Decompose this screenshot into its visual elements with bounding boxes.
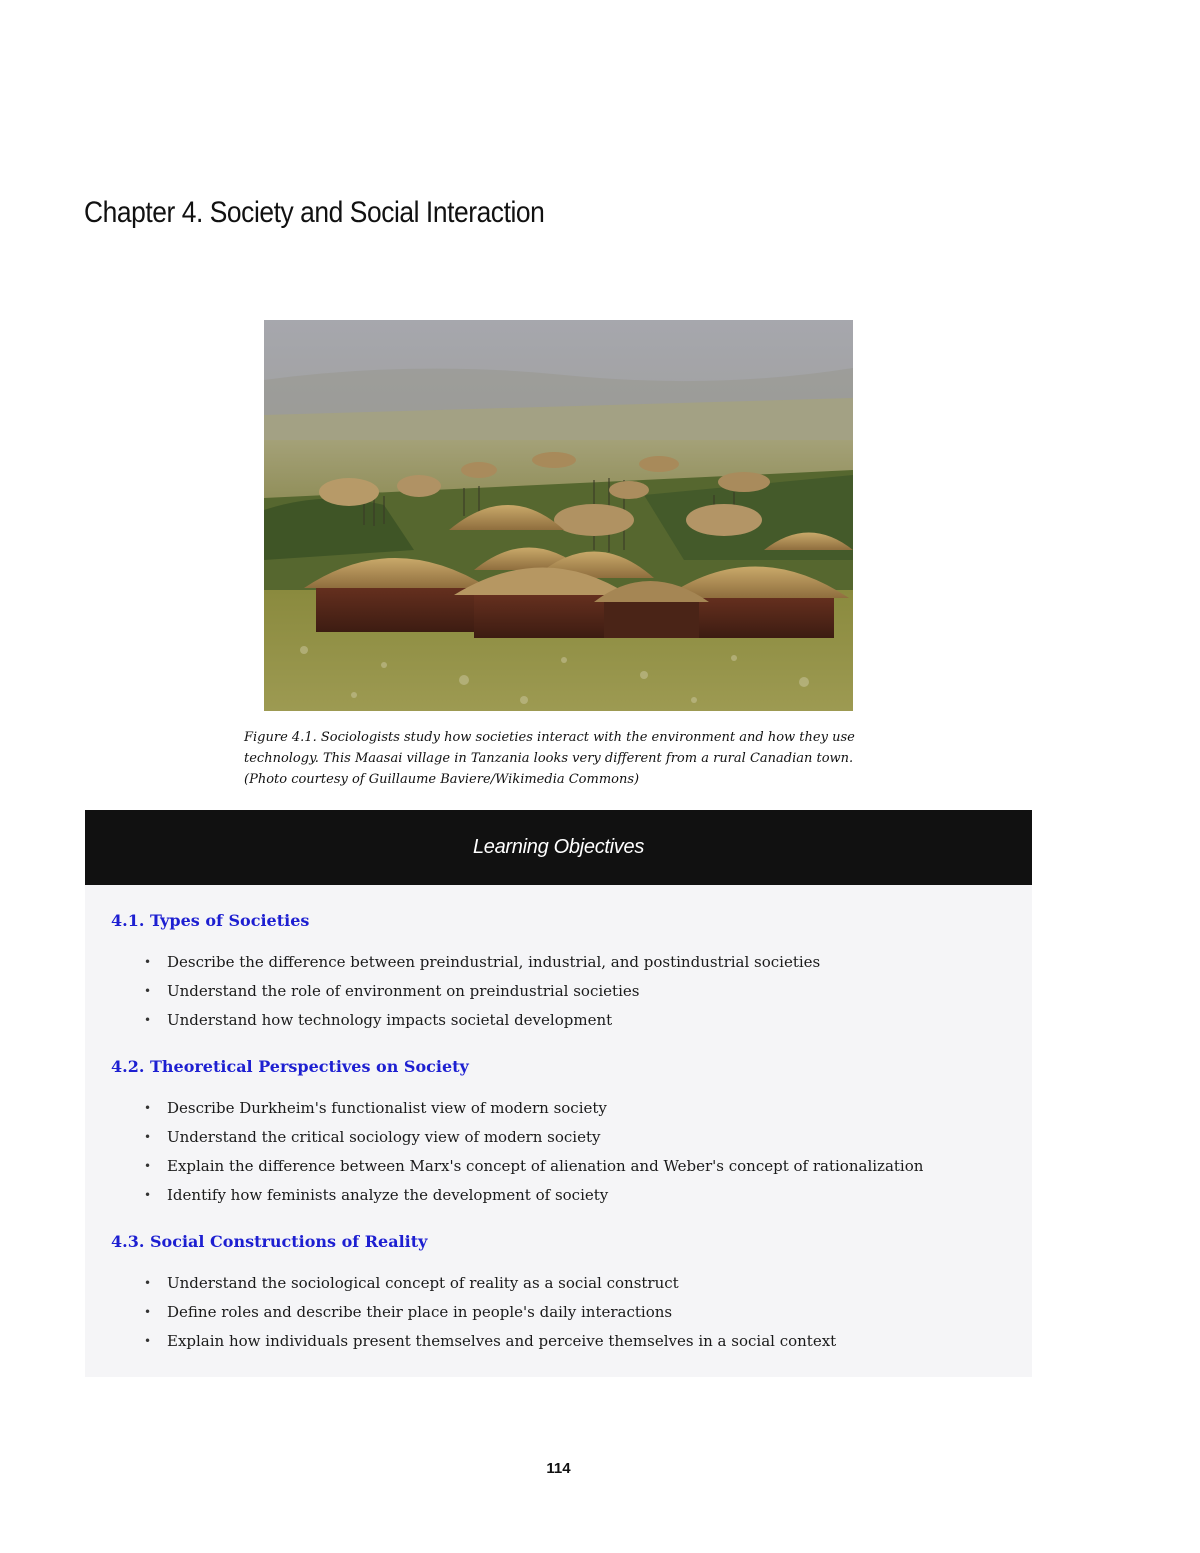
- learning-objectives-title: Learning Objectives: [472, 836, 645, 858]
- chapter-title: Chapter 4. Society and Social Interaction: [84, 196, 545, 229]
- objectives-list: [111, 1094, 1032, 1210]
- section-link-theoretical-perspectives[interactable]: 4.2. Theoretical Perspectives on Society: [111, 1057, 469, 1076]
- list-item: • Understand the sociological concept of reality as a social construct: [167, 1269, 1032, 1298]
- list-item: • Explain how individuals present themselves and perceive themselves in a social context: [167, 1327, 1032, 1356]
- list-item: • Understand the critical sociology view of modern society: [167, 1123, 1032, 1152]
- figure-caption: Figure 4.1. Sociologists study how societies interact with the environment and how they use technology. This Maasai village in Tanzania looks very different from a rural Canadian town. (Photo courtesy of Guillaume Baviere/Wikimedia Commons): [244, 730, 855, 787]
- objectives-list: [111, 948, 1032, 1035]
- page-number: 114: [546, 1460, 571, 1477]
- list-item: • Define roles and describe their place in people's daily interactions: [167, 1298, 1032, 1327]
- list-item: • Describe the difference between preindustrial, industrial, and postindustrial societies: [167, 948, 1032, 977]
- maasai-village-photo: [264, 320, 853, 711]
- list-item: • Describe Durkheim's functionalist view of modern society: [167, 1094, 1032, 1123]
- learning-objectives-box: [85, 810, 1032, 1377]
- list-item: • Identify how feminists analyze the development of society: [167, 1181, 1032, 1210]
- learning-objectives-body: [85, 885, 1032, 1356]
- list-item: • Understand the role of environment on preindustrial societies: [167, 977, 1032, 1006]
- list-item: • Explain the difference between Marx's concept of alienation and Weber's concept of rationalization: [167, 1152, 1032, 1181]
- learning-objectives-header: [85, 810, 1032, 885]
- objectives-list: [111, 1269, 1032, 1356]
- section-link-types-of-societies[interactable]: 4.1. Types of Societies: [111, 911, 310, 930]
- section-link-social-constructions[interactable]: 4.3. Social Constructions of Reality: [111, 1232, 428, 1251]
- list-item: • Understand how technology impacts societal development: [167, 1006, 1032, 1035]
